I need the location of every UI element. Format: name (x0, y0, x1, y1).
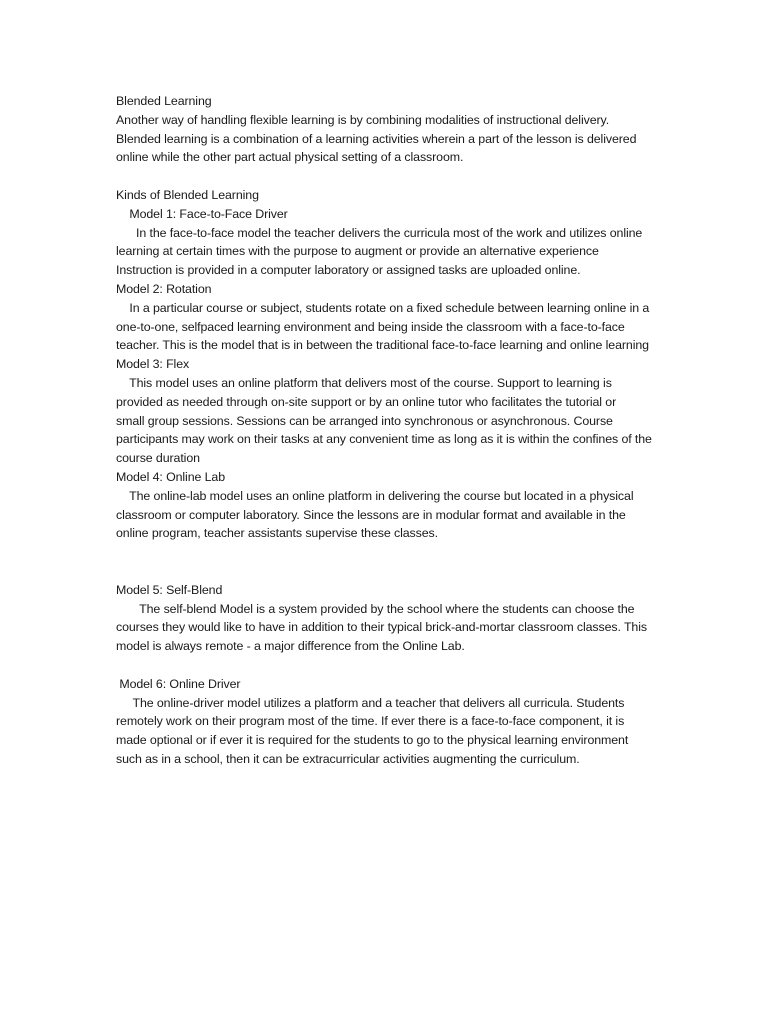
model1-heading: Model 1: Face-to-Face Driver (116, 206, 288, 221)
paragraph-gap (116, 167, 682, 186)
intro-line-2: Blended learning is a combination of a learning activities wherein a part of the lesson is delivered (116, 131, 637, 146)
model2-body-line-2: one-to-one, selfpaced learning environment and being inside the classroom with a face-to-face (116, 319, 625, 334)
model6-body-line-2: remotely work on their program most of the time. If ever there is a face-to-face component, it is (116, 714, 625, 729)
document-page (116, 92, 682, 769)
model6-body-line-4: such as in a school, then it can be extracurricular activities augmenting the curriculum. (116, 751, 580, 766)
section-gap (116, 543, 682, 581)
model4-body-line-2: classroom or computer laboratory. Since the lessons are in modular format and available in the (116, 507, 626, 522)
intro-line-1: Another way of handling flexible learning is by combining modalities of instructional delivery. (116, 112, 610, 127)
model1-body-line-3: Instruction is provided in a computer laboratory or assigned tasks are uploaded online. (116, 263, 581, 278)
model3-body-line-4: participants may work on their tasks at any convenient time as long as it is within the confines of the (116, 432, 652, 447)
document-title: Blended Learning (116, 94, 212, 108)
model3-body-line-2: provided as needed through on-site support or by an online tutor who facilitates the tutorial or (116, 394, 617, 409)
model5-heading: Model 5: Self-Blend (116, 582, 223, 597)
kinds-heading: Kinds of Blended Learning (116, 187, 259, 202)
model6-body-line-1: The online-driver model utilizes a platform and a teacher that delivers all curricula. Students (116, 695, 625, 710)
model6-heading: Model 6: Online Driver (116, 676, 241, 691)
model5-body-line-2: courses they would like to have in addition to their typical brick-and-mortar classroom classes. This (116, 620, 647, 635)
model1-body-line-1: In the face-to-face model the teacher delivers the curricula most of the work and utilizes online (116, 225, 643, 240)
model6-body-line-3: made optional or if ever it is required for the students to go to the physical learning environment (116, 733, 629, 748)
intro-line-3: online while the other part actual physical setting of a classroom. (116, 150, 464, 165)
model4-heading: Model 4: Online Lab (116, 469, 225, 484)
model3-body-line-5: course duration (116, 451, 200, 466)
model4-body-line-1: The online-lab model uses an online platform in delivering the course but located in a physical (116, 488, 634, 503)
model5-body-line-3: model is always remote - a major difference from the Online Lab. (116, 639, 465, 654)
model4-body-line-3: online program, teacher assistants supervise these classes. (116, 526, 438, 541)
model3-body-line-3: small group sessions. Sessions can be arranged into synchronous or asynchronous. Course (116, 413, 613, 428)
model5-body-line-1: The self-blend Model is a system provided by the school where the students can choose the (116, 601, 635, 616)
model1-body-line-2: learning at certain times with the purpose to augment or provide an alternative experience (116, 244, 599, 259)
model3-heading: Model 3: Flex (116, 357, 190, 372)
model2-body-line-1: In a particular course or subject, students rotate on a fixed schedule between learning online in a (116, 300, 650, 315)
model2-body-line-3: teacher. This is the model that is in between the traditional face-to-face learning and online learning (116, 338, 649, 353)
model3-body-line-1: This model uses an online platform that delivers most of the course. Support to learning is (116, 375, 612, 390)
model2-heading: Model 2: Rotation (116, 281, 212, 296)
paragraph-gap (116, 656, 682, 675)
